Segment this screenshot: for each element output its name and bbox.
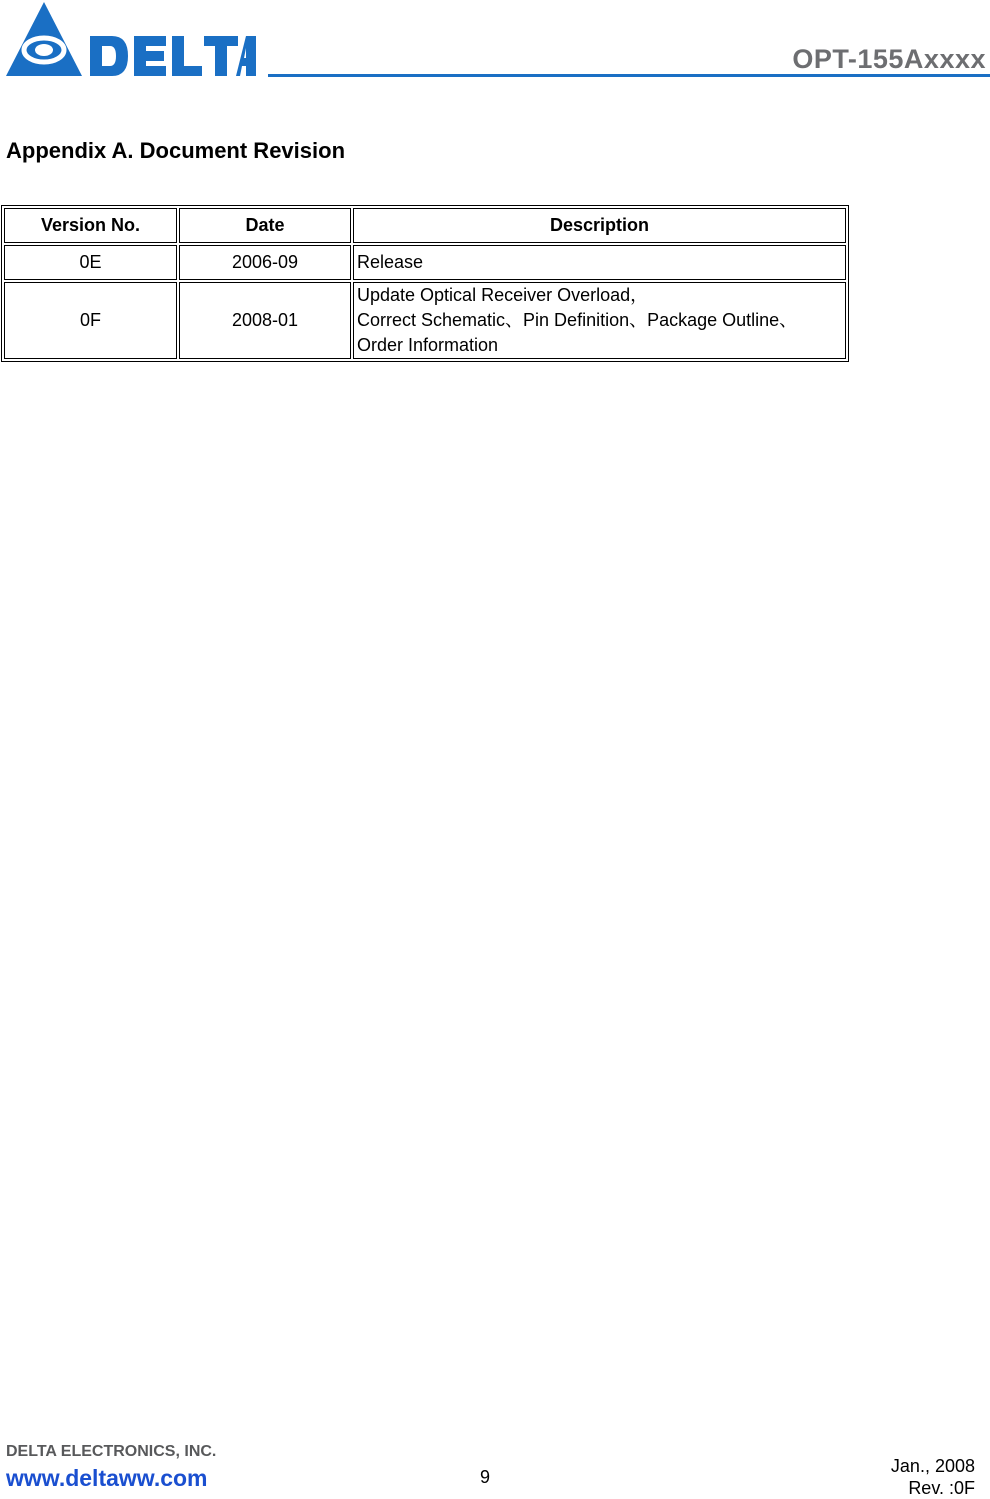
section-title: Appendix A. Document Revision <box>6 138 346 163</box>
cell-date: 2006-09 <box>179 245 351 280</box>
column-header-description: Description <box>353 208 846 243</box>
cell-description <box>353 282 846 359</box>
footer-revision: Rev. :0F <box>908 1478 975 1498</box>
logo-text: DELTA <box>4 0 8 1</box>
column-header-date: Date <box>179 208 351 243</box>
table-row <box>4 245 846 280</box>
revision-table <box>1 205 849 362</box>
footer-date: Jan., 2008 <box>890 1456 975 1476</box>
description-line: Update Optical Receiver Overload， <box>357 285 649 305</box>
cell-version: 0F <box>4 282 177 359</box>
footer-company-name: DELTA ELECTRONICS, INC. <box>6 1443 217 1460</box>
column-header-version: Version No. <box>4 208 177 243</box>
page-number: 9 <box>480 1467 491 1487</box>
delta-logo <box>4 0 256 80</box>
footer-website-link[interactable]: www.deltaww.com <box>6 1465 208 1491</box>
table-row <box>4 282 846 359</box>
document-id: OPT-155Axxxx <box>792 44 986 74</box>
description-line: Release <box>357 252 424 272</box>
description-line: Order Information <box>357 335 499 355</box>
header-rule <box>268 74 990 77</box>
table-header-row <box>4 208 846 243</box>
cell-date: 2008-01 <box>179 282 351 359</box>
cell-description <box>353 245 846 280</box>
cell-version: 0E <box>4 245 177 280</box>
description-line: Correct Schematic、Pin Definition、Package Outline、 <box>357 310 798 330</box>
